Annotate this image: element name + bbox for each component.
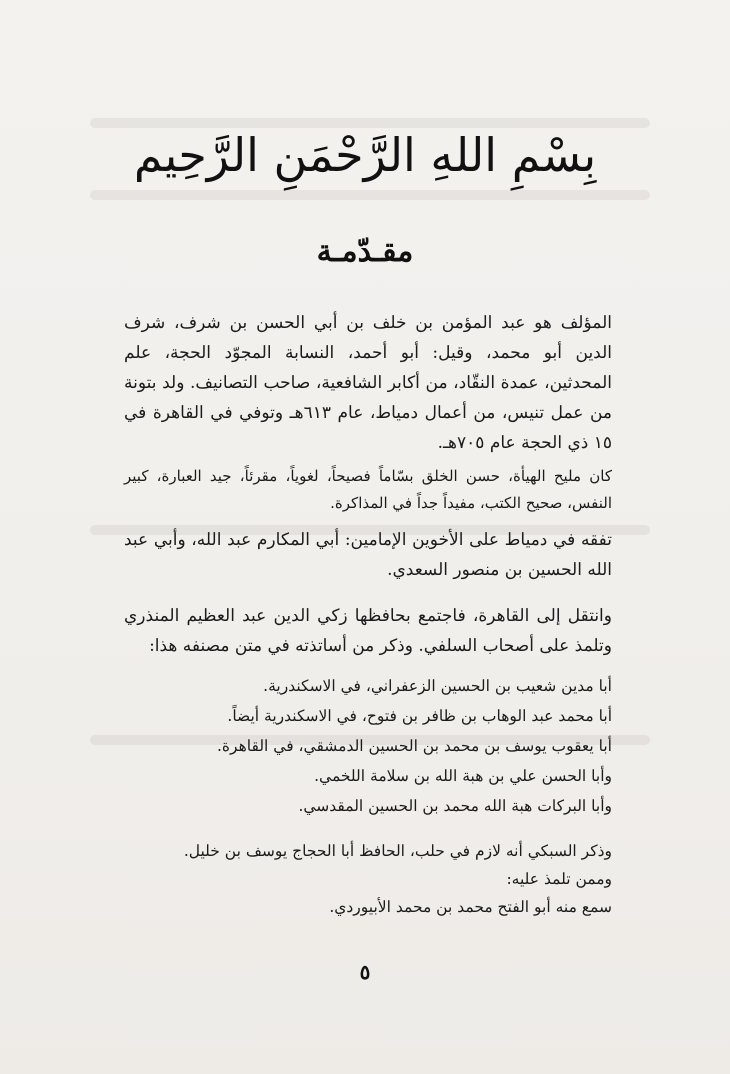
- closing-line: وذكر السبكي أنه لازم في حلب، الحافظ أبا الحجاج يوسف بن خليل.: [183, 842, 612, 860]
- teacher-line: أبا يعقوب يوسف بن محمد بن الحسين الدمشقي، في القاهرة.: [217, 737, 612, 755]
- body-text: [124, 308, 612, 921]
- teacher-line: وأبا الحسن علي بن هبة الله بن سلامة اللخمي.: [314, 767, 612, 785]
- section-heading: مقـدّمـة: [316, 234, 414, 269]
- paragraph-character: كان مليح الهيأة، حسن الخلق بسّاماً فصيحاً، لغوياً، مقرئاً، جيد العبارة، كبير النفس، صحيح الكتب، مفيداً جداً في المذاكرة.: [124, 467, 612, 512]
- show-through-text: [90, 190, 650, 200]
- teacher-line: وأبا البركات هبة الله محمد بن الحسين المقدسي.: [298, 797, 612, 815]
- closing-line: وممن تلمذ عليه:: [506, 870, 612, 888]
- paragraph-teachers-intro: وانتقل إلى القاهرة، فاجتمع بحافظها زكي الدين عبد العظيم المنذري وتلمذ على أصحاب السلفي. وذكر من أساتذته في متن مصنفه هذا:: [124, 606, 612, 656]
- closing-line: سمع منه أبو الفتح محمد بن محمد الأبيوردي.: [329, 898, 612, 916]
- teacher-line: أبا مدين شعيب بن الحسين الزعفراني، في الاسكندرية.: [263, 677, 612, 695]
- paragraph-studies: تفقه في دمياط على الأخوين الإمامين: أبي المكارم عبد الله، وأبي عبد الله الحسين بن منصور السعدي.: [124, 530, 612, 580]
- show-through-text: [90, 118, 650, 128]
- teacher-line: أبا محمد عبد الوهاب بن ظافر بن فتوح، في الاسكندرية أيضاً.: [227, 707, 612, 725]
- basmala-calligraphy: بِسْمِ اللهِ الرَّحْمَنِ الرَّحِيم: [133, 128, 597, 182]
- paragraph-author-bio: المؤلف هو عبد المؤمن بن خلف بن أبي الحسن بن شرف، شرف الدين أبو محمد، وقيل: أبو أحمد، النسابة المجوّد الحجة، علم المحدثين، عمدة النقّاد، من أكابر الشافعية، صاحب التصانيف. ولد بتونة من عمل تنيس، من أعمال دمياط، عام ٦١٣هـ وتوفي في القاهرة في ١٥ ذي الحجة عام ٧٠٥هـ.: [124, 313, 612, 453]
- page-number: ٥: [359, 960, 371, 984]
